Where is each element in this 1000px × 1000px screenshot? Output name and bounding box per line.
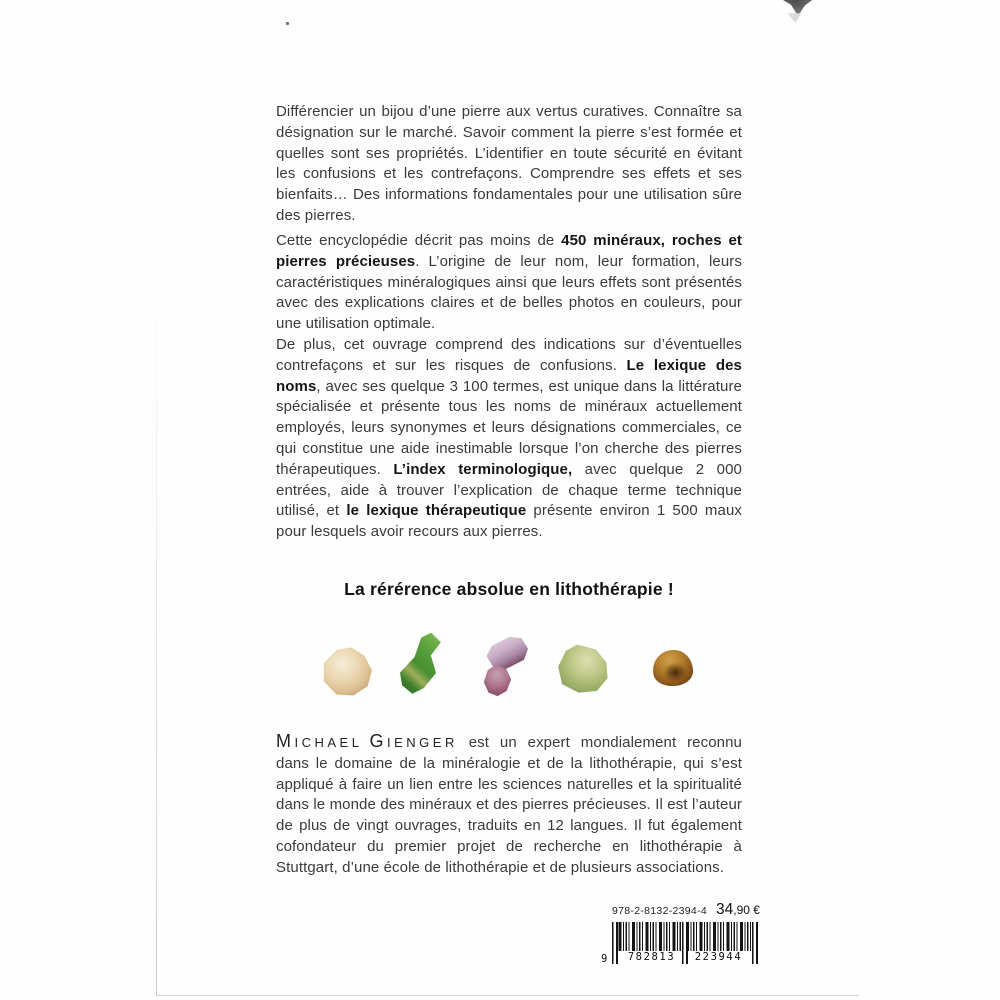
- stone-beige-crystal: [320, 646, 375, 699]
- dust-speck: [286, 22, 289, 25]
- tagline: La rérérence absolue en lithothérapie !: [344, 579, 674, 599]
- barcode-lead-digit: 9: [601, 953, 608, 965]
- description-paragraph-2: De plus, cet ouvrage comprend des indications sur d’éventuelles contrefaçons et sur les risques de confusions. Le lexique des noms, avec ses quelque 3 100 termes, est unique dans la littérature spécialisée et présente tous les noms de minéraux actuellement employés, leurs synonymes et leurs désignations commerciales, ce qui constitue une aide inestimable lorsque l’on cherche des pierres thérapeutiques. L’index terminologique, avec quelque 2 000 entrées, aide à trouver l’explication de chaque terme technique utilisé, et le lexique thérapeutique présente environ 1 500 maux pour lesquels avoir recours aux pierres.: [276, 335, 743, 541]
- author-paragraph: [276, 731, 742, 879]
- stones-photo-row: [276, 628, 742, 708]
- author-name: MICHAEL GIENGER: [276, 731, 458, 751]
- book-left-edge: [156, 270, 157, 996]
- stone-olive-rock: [557, 644, 609, 695]
- stone-mauve-upper: [483, 632, 532, 674]
- barcode-guard-right: [752, 922, 758, 964]
- isbn-price-block: [601, 901, 764, 965]
- author-bio-text: est un expert mondialement reconnu dans le domaine de la minéralogie et de la lithothérapie, qui s’est appliqué à faire un lien entre les sciences naturelles et la spiritualité dans le monde des minéraux et des pierres précieuses. Il est l’auteur de plus de vingt ouvrages, traduits en 12 langues. Il fut également cofondateur du premier projet de recherche en lithothérapie à Stuttgart, d’une école de lithothérapie et de plusieurs associations.: [276, 734, 742, 876]
- stone-mauve-lower: [482, 664, 512, 698]
- photo-artifact-dot: [786, 13, 803, 23]
- description-paragraph-1: Cette encyclopédie décrit pas moins de 450 minéraux, roches et pierres précieuses. L’origine de leur nom, leur formation, leurs caractéristiques minéralogiques ainsi que leurs effets sont présentés avec des explications claires et de belles photos en couleurs, pour une utilisation optimale.: [276, 232, 742, 333]
- barcode-guard-left: [612, 922, 618, 964]
- barcode-digits-right: 223944: [694, 951, 743, 963]
- intro-paragraph: Différencier un bijou d’une pierre aux vertus curatives. Connaître sa désignation sur le marché. Savoir comment la pierre s’est formée et quelles sont ses propriétés. L’identifier en toute sécurité en évitant les confusions et les contrefaçons. Comprendre ses effets et ses bienfaits… Des informations fondamentales pour une utilisation sûre des pierres.: [276, 103, 742, 224]
- stone-green-crystal: [394, 627, 447, 699]
- stone-brown-pebble: [652, 649, 693, 686]
- barcode-digits-left: 782813: [627, 951, 676, 963]
- ean13-barcode: [601, 922, 758, 965]
- price-text: 34,90 €: [716, 901, 760, 918]
- isbn-text: 978-2-8132-2394-4: [612, 905, 708, 917]
- barcode-guard-center: [682, 922, 688, 964]
- book-bottom-edge: [157, 995, 859, 996]
